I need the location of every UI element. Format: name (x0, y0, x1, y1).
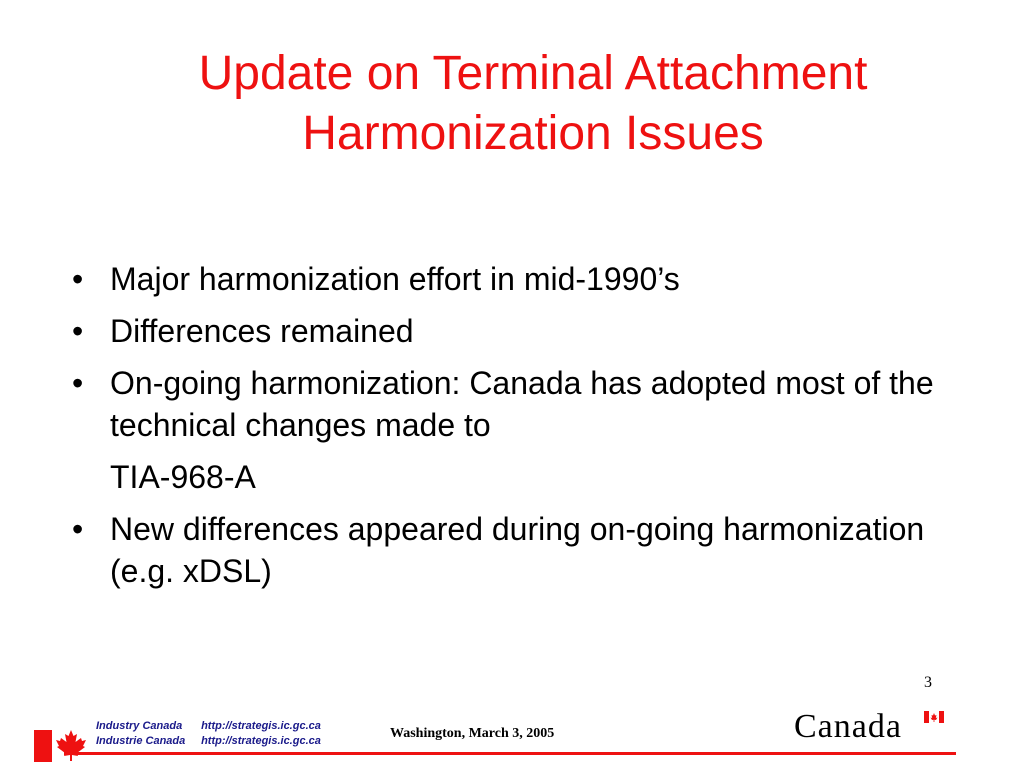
bullet-item (72, 310, 972, 352)
url-fr-link[interactable]: http://strategis.ic.gc.ca (201, 735, 321, 747)
slide-title-line2: Harmonization Issues (302, 107, 764, 160)
page-number: 3 (924, 674, 932, 691)
bullet-marker: • (72, 511, 84, 547)
footer-row-en (96, 719, 321, 734)
bullet-marker: • (72, 313, 84, 349)
bullet-item (72, 508, 972, 592)
bullet-marker: • (72, 261, 84, 297)
footer-place-date: Washington, March 3, 2005 (390, 726, 555, 741)
org-name-en: Industry Canada (96, 720, 183, 732)
footer-divider (64, 752, 956, 755)
bullet-text: Major harmonization effort in mid-1990’s (110, 261, 680, 297)
bullet-item (72, 258, 972, 300)
org-name-fr: Industrie Canada (96, 735, 186, 747)
footer-row-fr (96, 734, 321, 749)
slide-title (0, 44, 1024, 164)
bullet-text: Differences remained (110, 313, 414, 349)
bullet-text: On-going harmonization: Canada has adopted most of the technical changes made to (110, 365, 934, 443)
flag-red-bar (34, 730, 52, 762)
slide-title-line1: Update on Terminal Attachment (198, 47, 868, 100)
bullet-text: New differences appeared during on-going harmonization (e.g. xDSL) (110, 511, 925, 589)
bullet-list (72, 258, 972, 602)
bullet-marker: • (72, 365, 84, 401)
bullet-item (72, 362, 972, 498)
bullet-continuation: TIA-968-A (110, 459, 256, 495)
maple-leaf-icon (54, 728, 88, 762)
url-en-link[interactable]: http://strategis.ic.gc.ca (201, 720, 321, 732)
canada-wordmark: Canada (794, 708, 902, 745)
canada-flag-icon (924, 711, 944, 723)
industry-canada-block (96, 719, 321, 749)
